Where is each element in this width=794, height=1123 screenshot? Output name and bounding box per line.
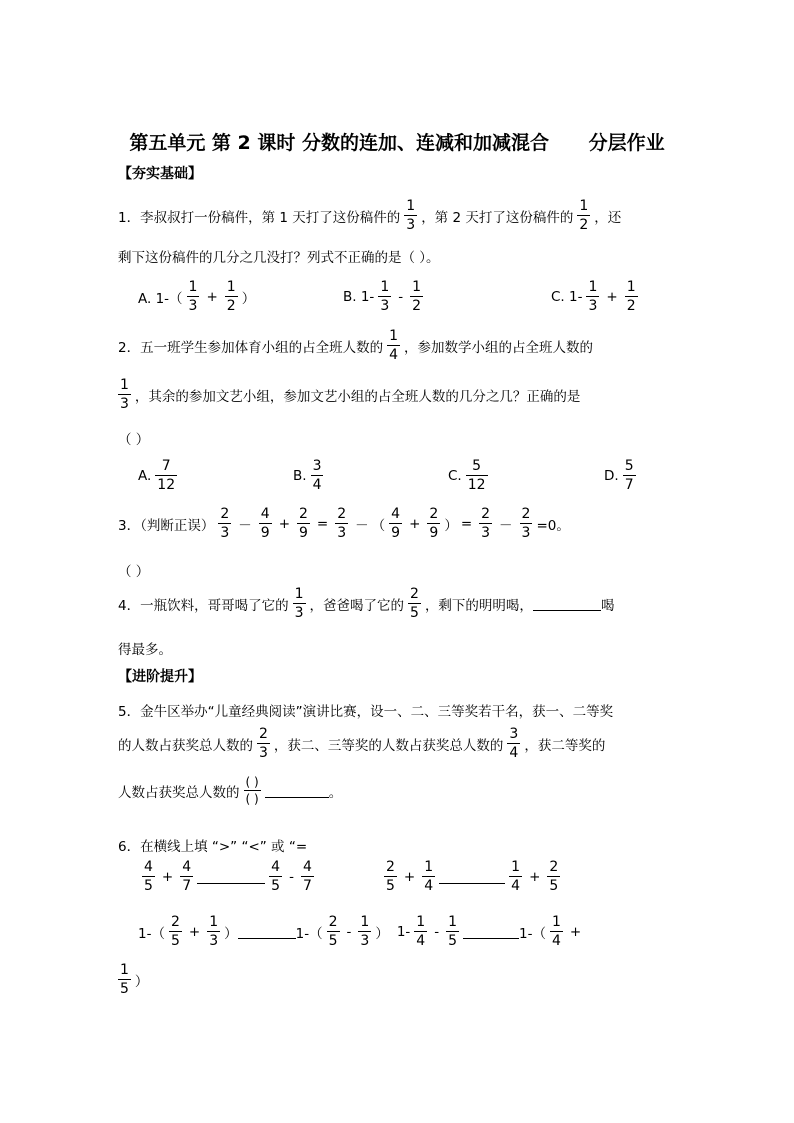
q1-option-a: A. 1-（ 1 3 + $\frac{1}{2}$ ） <box>138 279 256 314</box>
q6-compare-3-cont: 1 5 ） <box>120 962 149 997</box>
q6-compare-2: 2 5 + $\frac{1}{4}$ 1 4 + $\frac{2}{5}$ <box>386 859 559 894</box>
q6-compare-3: 1-（ 2 5 + $\frac{1}{3}$ ） 1-（ 2 5 - 1 3 ） 1- 1 4 - 1 5 1-（ 1 4 + <box>138 914 582 949</box>
q2-answer-paren: （ ） <box>118 432 150 448</box>
page-title: 第五单元 第 2 课时 分数的连加、连减和加减混合 分层作业 <box>129 132 665 154</box>
answer-blank[interactable] <box>439 869 505 884</box>
fraction: 1 3 <box>406 198 416 233</box>
q2-option-a: A. 7 12 <box>138 458 176 493</box>
q5-line3: 人数占获奖总人数的 ( ) ( ) 。 <box>118 775 343 806</box>
answer-blank[interactable] <box>533 596 601 611</box>
q6-line1: 6．在横线上填 “>” “<” 或 “= <box>118 839 308 855</box>
q5-line2: 的人数占获奖总人数的 2 3 ，获二、三等奖的人数占获奖总人数的 3 4 ，获二等奖的 <box>118 726 606 761</box>
section-basic: 【夯实基础】 <box>118 166 202 182</box>
q3-line1: 3．（判断正误） 2 3 － 4 9 + $\frac{2}{9}$ = $\frac{2}{3}$ － （ 4 9 + $\frac{2}{9}$ ） = $\frac{2}{3}$ － $\frac{2}{3}$ =0。 <box>118 506 570 541</box>
q6-compare-1: 4 5 + $\frac{4}{7}$ 4 5 - 4 7 <box>144 859 312 894</box>
q1-option-c: C. 1- 1 3 + $\frac{1}{2}$ <box>551 279 636 314</box>
q1-option-b: B. 1- 1 3 - 1 2 <box>343 279 422 314</box>
q2-option-d: D. 5 7 <box>604 458 634 493</box>
answer-blank[interactable] <box>197 869 265 884</box>
q4-line2: 得最多。 <box>118 642 172 658</box>
fraction: 1 2 <box>579 198 589 233</box>
answer-blank[interactable] <box>265 783 329 798</box>
q2-line2: 1 3 ，其余的参加文艺小组，参加文艺小组的占全班人数的几分之几？正确的是 <box>120 377 581 412</box>
q2-option-b: B. 3 4 <box>293 458 322 493</box>
q1-line1: 1．李叔叔打一份稿件，第 1 天打了这份稿件的 1 3 ，第 2 天打了这份稿件的 1 2 ，还 <box>118 198 622 233</box>
answer-blank[interactable] <box>463 924 519 939</box>
q5-line1: 5．金牛区举办“儿童经典阅读”演讲比赛，设一、二、三等奖若干名，获一、二等奖 <box>118 704 614 720</box>
q2-option-c: C. 5 12 <box>448 458 486 493</box>
answer-blank[interactable] <box>238 924 296 939</box>
section-advanced: 【进阶提升】 <box>118 669 202 685</box>
q2-line1: 2．五一班学生参加体育小组的占全班人数的 1 4 ，参加数学小组的占全班人数的 <box>118 328 594 363</box>
q1-line2: 剩下这份稿件的几分之几没打？列式不正确的是（ ）。 <box>118 250 440 266</box>
q4-line1: 4．一瓶饮料，哥哥喝了它的 1 3 ，爸爸喝了它的 2 5 ，剩下的明明喝， 喝 <box>118 586 615 621</box>
q3-answer-paren: （ ） <box>118 564 150 580</box>
